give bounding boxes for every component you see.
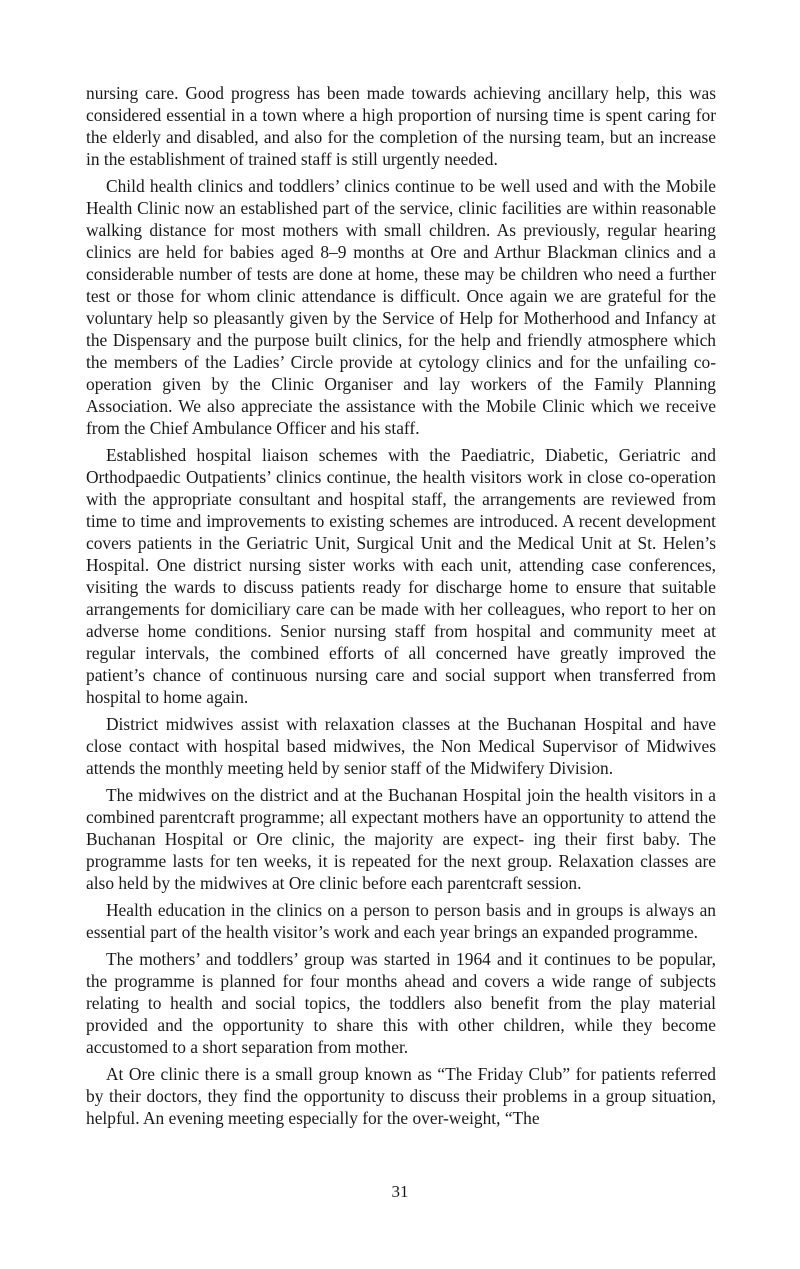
paragraph-parentcraft: The midwives on the district and at the Buchanan Hospital join the health visitors in a combined parentcraft programme; all expectant mothers have an opportunity to attend the Buchanan Hospital or Ore clinic, the majority are expect- ing their first baby. The programme lasts for ten weeks, it is repeated for the next group. Relaxation classes are also held by the midwives at Ore clinic before each parentcraft session.: [86, 785, 716, 893]
paragraph-district-midwives: District midwives assist with relaxation classes at the Buchanan Hospital and have close contact with hospital based midwives, the Non Medical Supervisor of Midwives attends the monthly meeting held by senior staff of the Midwifery Division.: [86, 714, 716, 778]
paragraph-child-health-clinics: Child health clinics and toddlers’ clinics continue to be well used and with the Mobile Health Clinic now an established part of the service, clinic facilities are within reasonable walking distance for most mothers with small children. As previously, regular hearing clinics are held for babies aged 8–9 months at Ore and Arthur Blackman clinics and a considerable number of tests are done at home, these may be children who need a further test or those for whom clinic attendance is difficult. Once again we are grateful for the voluntary help so pleasantly given by the Service of Help for Motherhood and Infancy at the Dispensary and the purpose built clinics, for the help and friendly atmosphere which the members of the Ladies’ Circle provide at cytology clinics and for the unfailing co-operation given by the Clinic Organiser and lay workers of the Family Planning Association. We also appreciate the assistance with the Mobile Clinic which we receive from the Chief Ambulance Officer and his staff.: [86, 176, 716, 438]
page-number: 31: [391, 1182, 409, 1201]
paragraph-hospital-liaison: Established hospital liaison schemes with the Paediatric, Diabetic, Geriatric and Orthodpaedic Outpatients’ clinics continue, the health visitors work in close co-operation with the appropriate consultant and hospital staff, the arrangements are reviewed from time to time and improvements to existing schemes are introduced. A recent development covers patients in the Geriatric Unit, Surgical Unit and the Medical Unit at St. Helen’s Hospital. One district nursing sister works with each unit, attending case conferences, visiting the wards to discuss patients ready for discharge home to ensure that suitable arrangements for domiciliary care can be made with her colleagues, who report to her on adverse home conditions. Senior nursing staff from hospital and community meet at regular intervals, the combined efforts of all concerned have greatly improved the patient’s chance of continuous nursing care and social support when transferred from hospital to home again.: [86, 445, 716, 707]
paragraph-continuation: nursing care. Good progress has been made towards achieving ancillary help, this was considered essential in a town where a high proportion of nursing time is spent caring for the elderly and disabled, and also for the completion of the nursing team, but an increase in the establishment of trained staff is still urgently needed.: [86, 83, 716, 169]
paragraph-health-education: Health education in the clinics on a person to person basis and in groups is always an essential part of the health visitor’s work and each year brings an expanded programme.: [86, 900, 716, 942]
paragraph-mothers-toddlers-group: The mothers’ and toddlers’ group was started in 1964 and it continues to be popular, the programme is planned for four months ahead and covers a wide range of subjects relating to health and social topics, the toddlers also benefit from the play material provided and the opportunity to share this with other children, while they become accustomed to a short separation from mother.: [86, 949, 716, 1057]
document-body: [86, 82, 716, 1134]
paragraph-friday-club: At Ore clinic there is a small group known as “The Friday Club” for patients referred by their doctors, they find the opportunity to discuss their problems in a group situation, helpful. An evening meeting especially for the over-weight, “The: [86, 1064, 716, 1128]
